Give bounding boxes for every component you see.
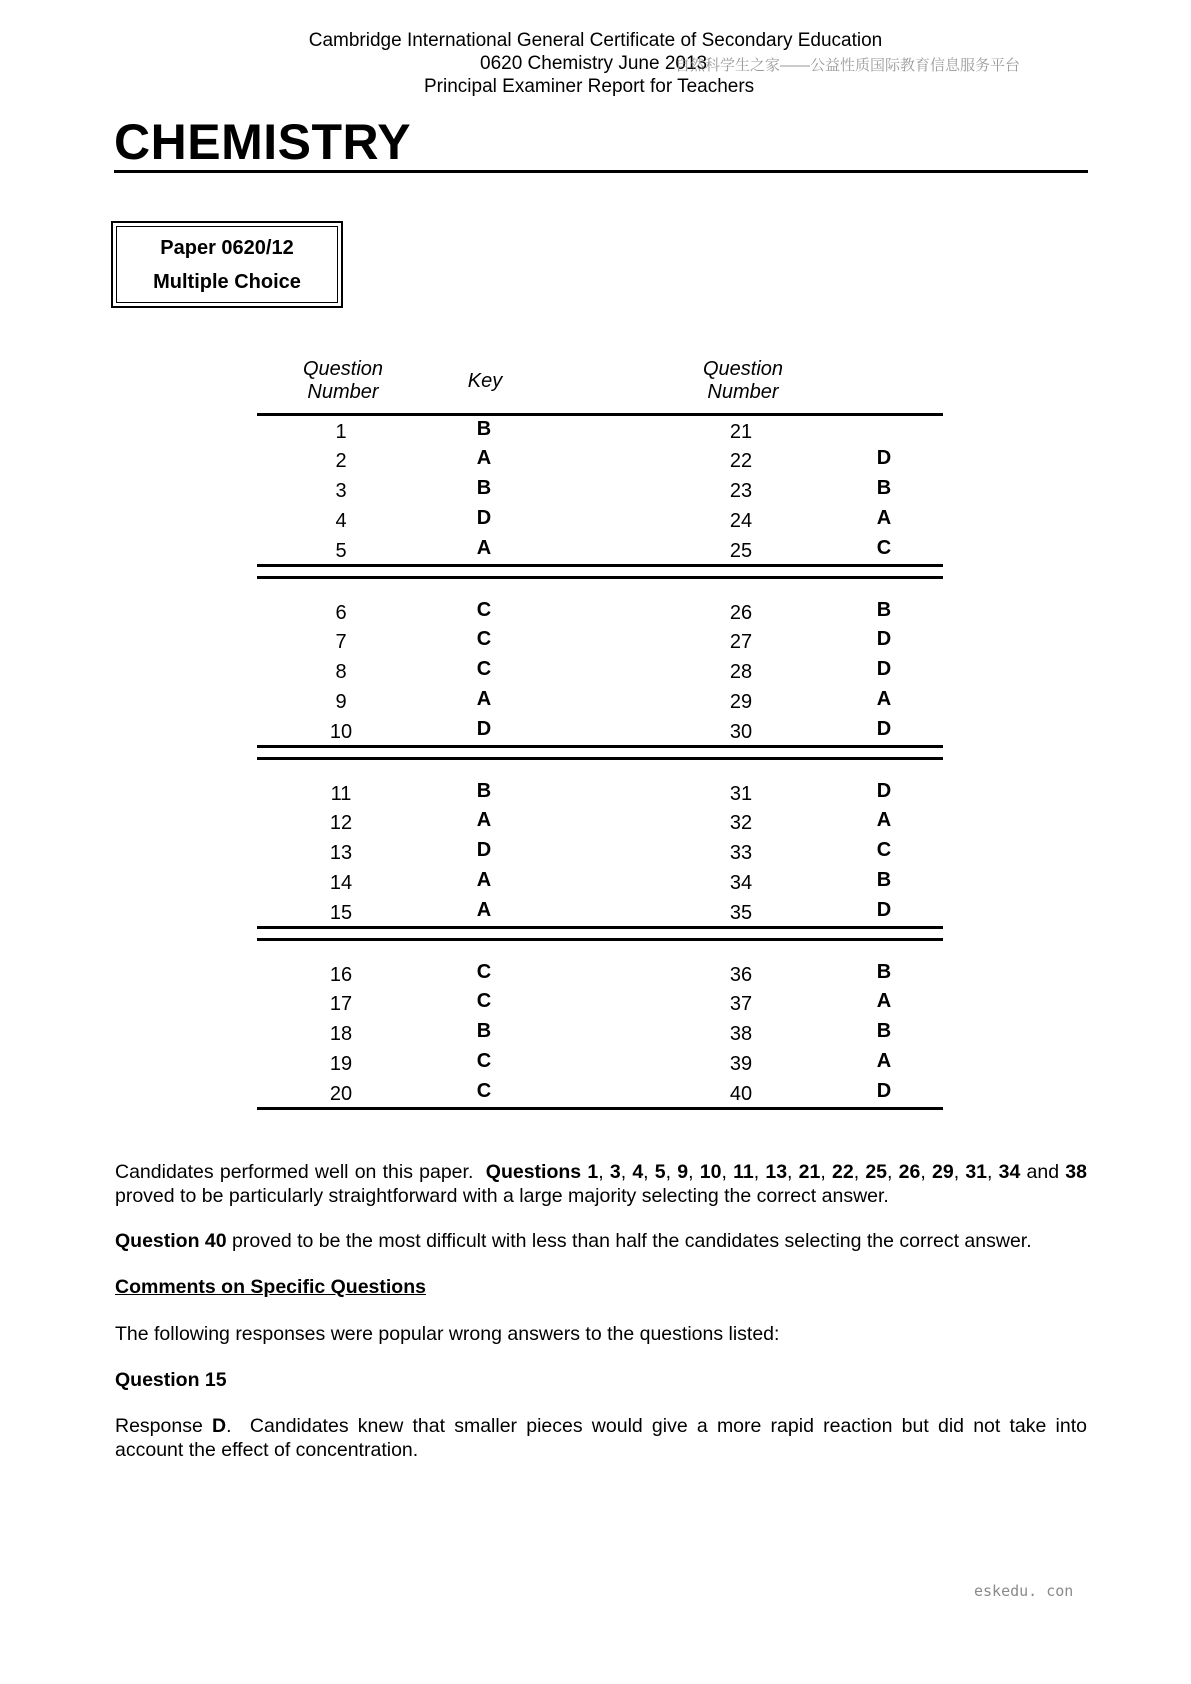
key-right: A [876, 1050, 892, 1072]
key-left: B [476, 418, 492, 440]
key-right: A [876, 507, 892, 529]
easy-question-number: 9 [677, 1161, 689, 1183]
question-number-left: 10 [329, 721, 353, 743]
question-number-left: 2 [335, 450, 347, 472]
question-number-right: 34 [729, 872, 753, 894]
key-right: B [876, 477, 892, 499]
key-left: B [476, 477, 492, 499]
easy-question-last: 38 [1065, 1161, 1087, 1183]
key-left: C [476, 599, 492, 621]
easy-question-number: 25 [865, 1161, 888, 1183]
key-left: C [476, 658, 492, 680]
key-left: A [476, 899, 492, 921]
key-left: B [476, 1020, 492, 1042]
question-number-left: 8 [335, 661, 347, 683]
question-number-right: 31 [729, 783, 753, 805]
table-rule-group-bottom [257, 1107, 943, 1110]
easy-question-number: 4 [632, 1161, 644, 1183]
page-title: CHEMISTRY [114, 114, 412, 170]
question-number-left: 11 [330, 783, 352, 805]
summary-paragraph [115, 1160, 1087, 1208]
key-left: C [476, 1050, 492, 1072]
question-number-left: 16 [329, 964, 353, 986]
title-divider [114, 170, 1088, 173]
question-number-right: 30 [729, 721, 753, 743]
key-right: D [876, 447, 892, 469]
key-left: D [476, 839, 492, 861]
key-right: B [876, 599, 892, 621]
question-number-right: 39 [729, 1053, 753, 1075]
table-rule-group-bottom [257, 564, 943, 567]
header-question-number-right: Question Number [702, 358, 784, 403]
question-number-right: 27 [729, 631, 753, 653]
question-number-left: 13 [329, 842, 353, 864]
key-right: D [876, 1080, 892, 1102]
key-left: C [476, 990, 492, 1012]
questions-label: Questions [485, 1161, 582, 1183]
key-left: D [476, 507, 492, 529]
response-explanation: Candidates knew that smaller pieces would give a more rapid reaction but did not take into account the effect of concentration. [115, 1415, 1087, 1461]
watermark-text: 自然科学生之家——公益性质国际教育信息服务平台 [675, 57, 1021, 74]
difficult-question-paragraph [115, 1229, 1087, 1253]
key-right: D [876, 628, 892, 650]
question-number-right: 37 [729, 993, 753, 1015]
table-rule-group-top [257, 576, 943, 579]
key-left: B [476, 780, 492, 802]
paper-code: Paper 0620/12 [160, 236, 294, 259]
key-left: C [476, 628, 492, 650]
question-number-right: 22 [729, 450, 753, 472]
key-right: D [876, 658, 892, 680]
key-right: B [876, 961, 892, 983]
easy-question-number: 3 [609, 1161, 621, 1183]
question-number-left: 15 [329, 902, 353, 924]
footer-site: eskedu. con [974, 1582, 1074, 1600]
easy-question-number: 26 [898, 1161, 921, 1183]
question-number-left: 5 [335, 540, 347, 562]
key-right: C [876, 537, 892, 559]
question-number-left: 12 [329, 812, 353, 834]
table-rule-group-bottom [257, 926, 943, 929]
key-left: C [476, 961, 492, 983]
paper-type: Multiple Choice [153, 270, 301, 293]
question-number-left: 3 [335, 480, 347, 502]
key-right: B [876, 1020, 892, 1042]
header-exam-board: Cambridge International General Certificate of Secondary Education [308, 30, 883, 51]
question-number-right: 29 [729, 691, 753, 713]
table-rule-group-bottom [257, 745, 943, 748]
key-left: A [476, 537, 492, 559]
question-number-right: 38 [729, 1023, 753, 1045]
question-number-left: 14 [329, 872, 353, 894]
question-number-right: 36 [729, 964, 753, 986]
header-question-number-left: Question Number [302, 358, 384, 403]
key-left: A [476, 688, 492, 710]
key-right: C [876, 839, 892, 861]
key-left: D [476, 718, 492, 740]
key-left: C [476, 1080, 492, 1102]
question-number-right: 35 [729, 902, 753, 924]
summary-intro: Candidates performed well on this paper. [115, 1161, 474, 1183]
question-number-right: 40 [729, 1083, 753, 1105]
easy-questions-list: 1, 3, 4, 5, 9, 10, 11, 13, 21, 22, 25, 26, 29, 31, 34 [587, 1161, 1021, 1183]
key-right: A [876, 809, 892, 831]
header-subject-session: 0620 Chemistry June 2013 [480, 53, 708, 74]
table-rule-header [257, 413, 943, 416]
response-letter: D [212, 1415, 227, 1437]
paper-info-box [111, 221, 343, 308]
key-right: D [876, 899, 892, 921]
difficult-question-text: proved to be the most difficult with less than half the candidates selecting the correct answer. [232, 1230, 1032, 1252]
question-number-right: 25 [729, 540, 753, 562]
question-number-left: 7 [335, 631, 347, 653]
difficult-question-label: Question 40 [115, 1230, 227, 1252]
question-15-heading: Question 15 [115, 1369, 227, 1391]
question-15-comment: Response D. Candidates knew that smaller pieces would give a more rapid reaction but did not take into account the effect of concentration. [115, 1415, 1087, 1461]
easy-question-number: 31 [965, 1161, 988, 1183]
key-left: A [476, 809, 492, 831]
easy-question-number: 10 [699, 1161, 722, 1183]
question-number-right: 23 [729, 480, 753, 502]
easy-question-number: 22 [832, 1161, 854, 1183]
question-number-left: 4 [335, 510, 347, 532]
easy-question-number: 5 [654, 1161, 666, 1183]
key-right: B [876, 869, 892, 891]
key-right: D [876, 718, 892, 740]
header-report-type: Principal Examiner Report for Teachers [424, 76, 755, 97]
header-key: Key [467, 370, 503, 392]
summary-tail: proved to be particularly straightforward with a large majority selecting the correct answer. [115, 1185, 889, 1207]
question-number-right: 24 [729, 510, 753, 532]
wrong-answers-intro: The following responses were popular wrong answers to the questions listed: [115, 1323, 780, 1345]
easy-question-number: 11 [733, 1161, 754, 1183]
question-number-left: 20 [329, 1083, 353, 1105]
easy-question-number: 29 [931, 1161, 954, 1183]
question-number-left: 1 [335, 421, 347, 443]
key-right: D [876, 780, 892, 802]
question-number-right: 33 [729, 842, 753, 864]
table-rule-group-top [257, 757, 943, 760]
question-number-right: 32 [729, 812, 753, 834]
easy-question-number: 34 [998, 1161, 1021, 1183]
response-label: Response [115, 1415, 203, 1437]
question-number-right: 21 [729, 421, 753, 443]
easy-question-number: 13 [765, 1161, 788, 1183]
question-number-right: 28 [729, 661, 753, 683]
easy-question-number: 1 [587, 1161, 599, 1183]
key-right: A [876, 688, 892, 710]
key-left: A [476, 447, 492, 469]
key-left: A [476, 869, 492, 891]
comments-heading: Comments on Specific Questions [115, 1276, 426, 1298]
question-number-left: 6 [335, 602, 347, 624]
question-number-left: 17 [329, 993, 353, 1015]
question-number-right: 26 [729, 602, 753, 624]
and-word: and [1026, 1161, 1060, 1183]
question-number-left: 9 [335, 691, 347, 713]
question-number-left: 18 [329, 1023, 353, 1045]
table-rule-group-top [257, 938, 943, 941]
key-right: A [876, 990, 892, 1012]
easy-question-number: 21 [798, 1161, 821, 1183]
question-number-left: 19 [329, 1053, 353, 1075]
